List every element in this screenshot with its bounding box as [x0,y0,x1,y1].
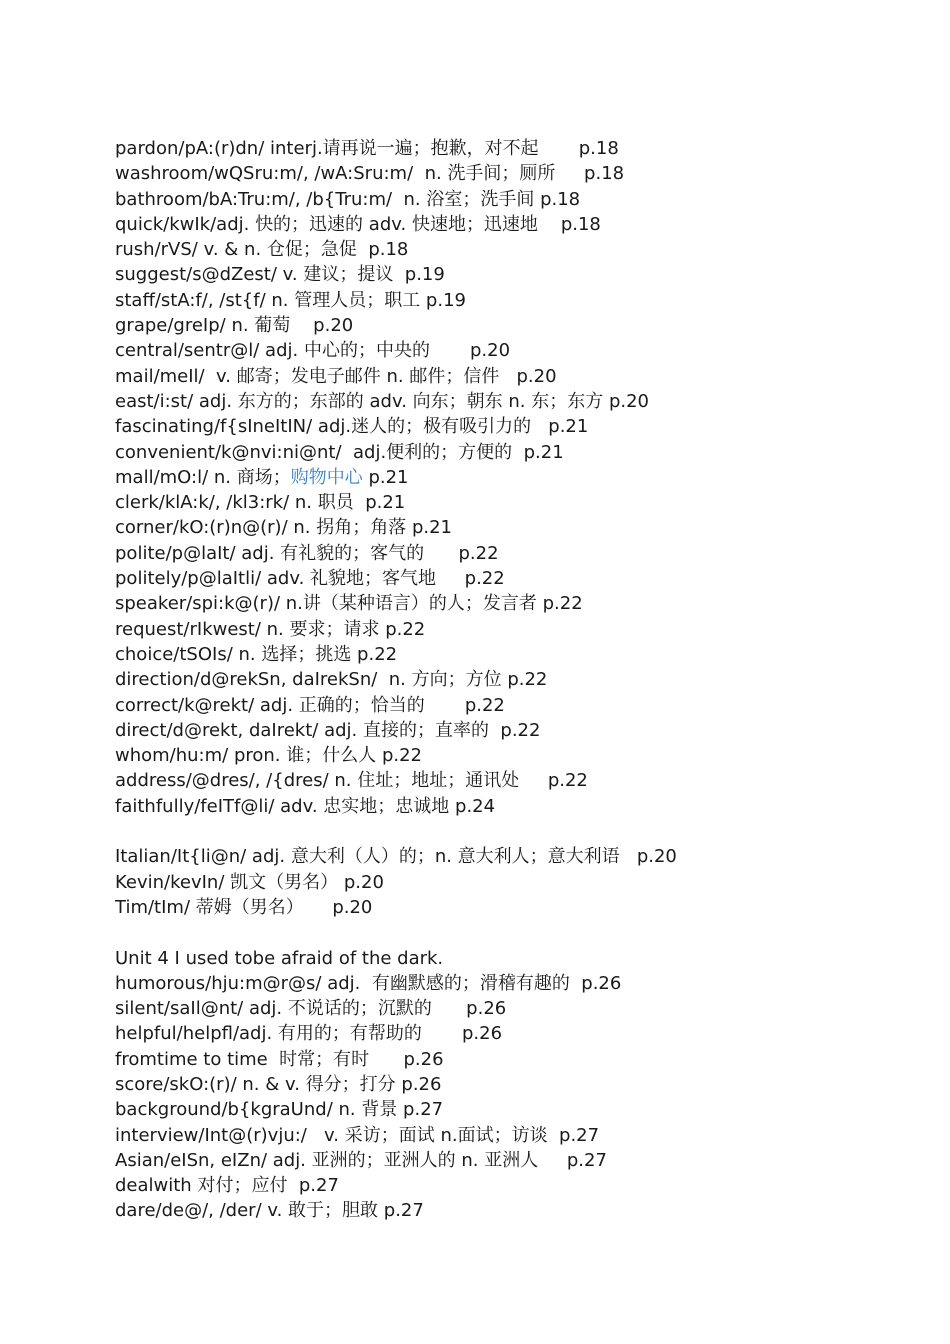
vocab-line: suggest/s@dZest/ v. 建议；提议 p.19 [115,264,445,286]
vocab-line: clerk/klA:k/, /kl3:rk/ n. 职员 p.21 [115,492,406,514]
vocab-line: polite/p@laIt/ adj. 有礼貌的；客气的 p.22 [115,542,499,564]
vocab-line: rush/rVS/ v. & n. 仓促；急促 p.18 [115,239,409,261]
vocab-line: Asian/eISn, eIZn/ adj. 亚洲的；亚洲人的 n. 亚洲人 p.27 [115,1149,607,1171]
vocab-line: dealwith 对付；应付 p.27 [115,1175,339,1197]
unit-heading: Unit 4 I used tobe afraid of the dark. [115,947,444,969]
vocab-line: central/sentr@l/ adj. 中心的；中央的 p.20 [115,340,511,362]
vocab-line: east/i:st/ adj. 东方的；东部的 adv. 向东；朝东 n. 东；东方 p.20 [115,390,650,412]
vocab-line: humorous/hju:m@r@s/ adj. 有幽默感的；滑稽有趣的 p.26 [115,972,622,994]
vocab-line: fromtime to time 时常；有时 p.26 [115,1048,444,1070]
vocab-line: score/skO:(r)/ n. & v. 得分；打分 p.26 [115,1073,442,1095]
vocab-line: corner/kO:(r)n@(r)/ n. 拐角；角落 p.21 [115,517,452,539]
vocab-line: interview/Int@(r)vju:/ v. 采访；面试 n.面试；访谈 p.27 [115,1124,600,1146]
vocab-line: direction/d@rekSn, daIrekSn/ n. 方向；方位 p.22 [115,669,548,691]
vocab-line: silent/saIl@nt/ adj. 不说话的；沉默的 p.26 [115,998,507,1020]
vocabulary-page [115,136,915,1224]
mall-text: mall/mO:l/ n. 商场； [115,466,291,488]
vocab-line: convenient/k@nvi:ni@nt/ adj.便利的；方便的 p.21 [115,441,564,463]
vocab-line: faithfully/feITf@li/ adv. 忠实地；忠诚地 p.24 [115,795,496,817]
vocab-line: washroom/wQSru:m/, /wA:Sru:m/ n. 洗手间；厕所 p.18 [115,163,625,185]
vocab-line-mall [115,465,915,490]
vocab-line: Kevin/kevIn/ 凯文（男名） p.20 [115,871,384,893]
vocab-section-names [115,844,915,920]
vocab-line: grape/greIp/ n. 葡萄 p.20 [115,315,354,337]
vocab-section-unit4 [115,946,915,1224]
vocab-line: direct/d@rekt, daIrekt/ adj. 直接的；直率的 p.22 [115,719,541,741]
vocab-line: correct/k@rekt/ adj. 正确的；恰当的 p.22 [115,694,505,716]
vocab-line: pardon/pA:(r)dn/ interj.请再说一遍；抱歉，对不起 p.18 [115,138,619,159]
vocab-line: helpful/helpfl/adj. 有用的；有帮助的 p.26 [115,1023,503,1045]
vocab-line: Tim/tIm/ 蒂姆（男名） p.20 [115,896,373,918]
vocab-line: staff/stA:f/, /st{f/ n. 管理人员；职工 p.19 [115,289,466,311]
vocab-line: mail/meIl/ v. 邮寄；发电子邮件 n. 邮件；信件 p.20 [115,365,557,387]
vocab-line: dare/de@/, /der/ v. 敢于；胆敢 p.27 [115,1200,424,1222]
vocab-line: speaker/spi:k@(r)/ n.讲（某种语言）的人；发言者 p.22 [115,593,583,615]
vocab-section-unit3 [115,136,915,819]
mall-page: p.21 [362,466,409,488]
vocab-line: address/@dres/, /{dres/ n. 住址；地址；通讯处 p.22 [115,770,588,792]
vocab-line: choice/tSOIs/ n. 选择；挑选 p.22 [115,643,398,665]
vocab-line: Italian/It{li@n/ adj. 意大利（人）的；n. 意大利人；意大利语 p.20 [115,846,677,868]
spacer [115,920,915,945]
vocab-line: quick/kwIk/adj. 快的；迅速的 adv. 快速地；迅速地 p.18 [115,213,601,235]
vocab-line: bathroom/bA:Tru:m/, /b{Tru:m/ n. 浴室；洗手间 p.18 [115,188,581,210]
vocab-line: fascinating/f{sIneItIN/ adj.迷人的；极有吸引力的 p.21 [115,416,589,438]
spacer [115,819,915,844]
vocab-line: background/b{kgraUnd/ n. 背景 p.27 [115,1099,444,1121]
vocab-line: politely/p@laItli/ adv. 礼貌地；客气地 p.22 [115,568,505,590]
vocab-line: request/rIkwest/ n. 要求；请求 p.22 [115,618,426,640]
vocab-line: whom/hu:m/ pron. 谁；什么人 p.22 [115,745,423,767]
shopping-center-link[interactable]: 购物中心 [290,466,363,488]
